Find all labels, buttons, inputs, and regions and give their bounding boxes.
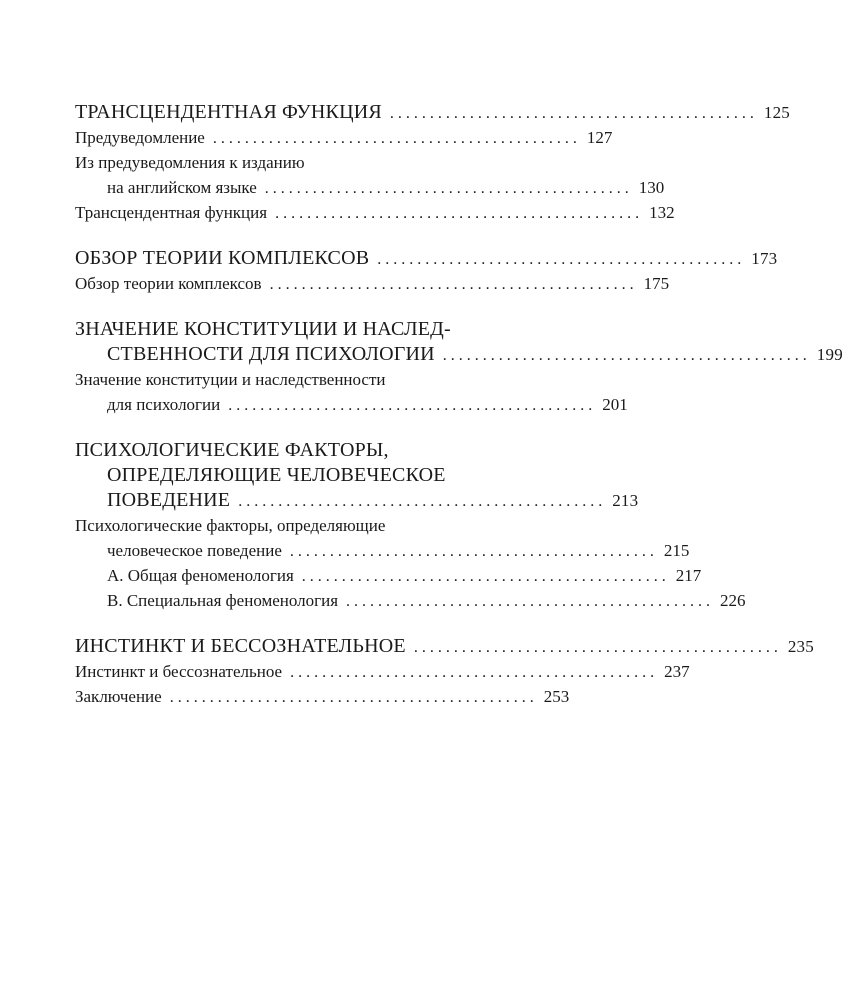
- dot-leader: ..............................................: [212, 130, 581, 147]
- dot-leader: ..............................................: [389, 105, 758, 122]
- toc-entry-title: Предуведомление: [75, 128, 205, 147]
- page-number: 130: [638, 178, 665, 197]
- dot-leader: ..............................................: [269, 276, 638, 293]
- dot-leader: ..............................................: [169, 689, 538, 706]
- toc-entry-title: СТВЕННОСТИ ДЛЯ ПСИХОЛОГИИ: [107, 343, 435, 365]
- page-number: 215: [663, 541, 690, 560]
- toc-entry-title: Психологические факторы, определяющие: [75, 516, 386, 535]
- dot-leader: ..............................................: [413, 639, 782, 656]
- page-number: 237: [664, 662, 690, 681]
- toc-entry-title: ПСИХОЛОГИЧЕСКИЕ ФАКТОРЫ,: [75, 439, 389, 461]
- toc-chapter-line[interactable]: [75, 317, 528, 342]
- toc-entry-title: ЗНАЧЕНИЕ КОНСТИТУЦИИ И НАСЛЕД-: [75, 318, 451, 340]
- page-number: 125: [763, 103, 791, 122]
- toc-entry-line[interactable]: [75, 513, 528, 538]
- toc-entry-title: на английском языке: [107, 178, 257, 197]
- page-number: 199: [816, 345, 843, 364]
- section-gap: [75, 225, 528, 246]
- toc-section: [75, 246, 778, 296]
- page-number: 253: [543, 687, 570, 706]
- page-number: 226: [720, 591, 746, 610]
- toc-entry-line[interactable]: [75, 125, 613, 150]
- toc-entry-title: ОПРЕДЕЛЯЮЩИЕ ЧЕЛОВЕЧЕСКОЕ: [107, 464, 446, 486]
- dot-leader: ..............................................: [290, 664, 659, 681]
- toc-section: [75, 438, 746, 613]
- dot-leader: ..............................................: [264, 180, 633, 197]
- section-gap: [75, 613, 528, 634]
- dot-leader: ..............................................: [228, 397, 597, 414]
- toc-entry-line[interactable]: [75, 588, 746, 613]
- section-gap: [75, 417, 528, 438]
- dot-leader: ..............................................: [442, 347, 811, 364]
- toc-entry-line[interactable]: [75, 367, 528, 392]
- toc-entry-line[interactable]: [75, 659, 690, 684]
- page-number: 173: [751, 249, 778, 268]
- toc-entry-title: для психологии: [107, 395, 221, 414]
- toc-entry-title: Обзор теории комплексов: [75, 274, 262, 293]
- toc-entry-title: ИНСТИНКТ И БЕССОЗНАТЕЛЬНОЕ: [75, 635, 406, 657]
- toc-chapter-line[interactable]: [75, 634, 814, 659]
- toc-chapter-line[interactable]: [75, 100, 791, 125]
- toc-entry-line[interactable]: [75, 563, 702, 588]
- toc-entry-line[interactable]: [75, 538, 690, 563]
- toc-entry-line[interactable]: [75, 200, 675, 225]
- toc-entry-title: Инстинкт и бессознательное: [75, 662, 283, 681]
- toc-entry-title: ПОВЕДЕНИЕ: [107, 489, 231, 511]
- page-number: 217: [675, 566, 702, 585]
- toc-entry-title: Заключение: [75, 687, 162, 706]
- dot-leader: ..............................................: [238, 493, 607, 510]
- page-number: 213: [612, 491, 639, 510]
- toc-entry-title: ОБЗОР ТЕОРИИ КОМПЛЕКСОВ: [75, 247, 370, 269]
- dot-leader: ..............................................: [346, 593, 715, 610]
- toc-entry-title: A. Общая феноменология: [107, 566, 294, 585]
- toc-entry-line[interactable]: [75, 150, 528, 175]
- toc-entry-title: человеческое поведение: [107, 541, 282, 560]
- toc-entry-line[interactable]: [75, 392, 628, 417]
- toc-chapter-line[interactable]: [75, 246, 778, 271]
- toc-chapter-line[interactable]: [75, 463, 528, 488]
- page-number: 132: [649, 203, 675, 222]
- toc-entry-title: B. Специальная феноменология: [107, 591, 339, 610]
- toc-entry-title: ТРАНСЦЕНДЕНТНАЯ ФУНКЦИЯ: [75, 101, 382, 123]
- toc-entry-title: Из предуведомления к изданию: [75, 153, 305, 172]
- table-of-contents: [75, 100, 843, 709]
- toc-section: [75, 100, 791, 225]
- toc-section: [75, 317, 843, 417]
- page-number: 127: [586, 128, 613, 147]
- dot-leader: ..............................................: [289, 543, 658, 560]
- dot-leader: ..............................................: [377, 251, 746, 268]
- toc-entry-line[interactable]: [75, 684, 570, 709]
- toc-entry-title: Трансцендентная функция: [75, 203, 268, 222]
- section-gap: [75, 296, 528, 317]
- page-number: 175: [643, 274, 670, 293]
- toc-chapter-line[interactable]: [75, 342, 843, 367]
- toc-chapter-line[interactable]: [75, 438, 528, 463]
- toc-section: [75, 634, 814, 709]
- toc-entry-line[interactable]: [75, 175, 665, 200]
- toc-entry-line[interactable]: [75, 271, 670, 296]
- dot-leader: ..............................................: [301, 568, 670, 585]
- toc-entry-title: Значение конституции и наследственности: [75, 370, 386, 389]
- page-number: 201: [602, 395, 628, 414]
- page-number: 235: [787, 637, 814, 656]
- toc-chapter-line[interactable]: [75, 488, 639, 513]
- dot-leader: ..............................................: [275, 205, 644, 222]
